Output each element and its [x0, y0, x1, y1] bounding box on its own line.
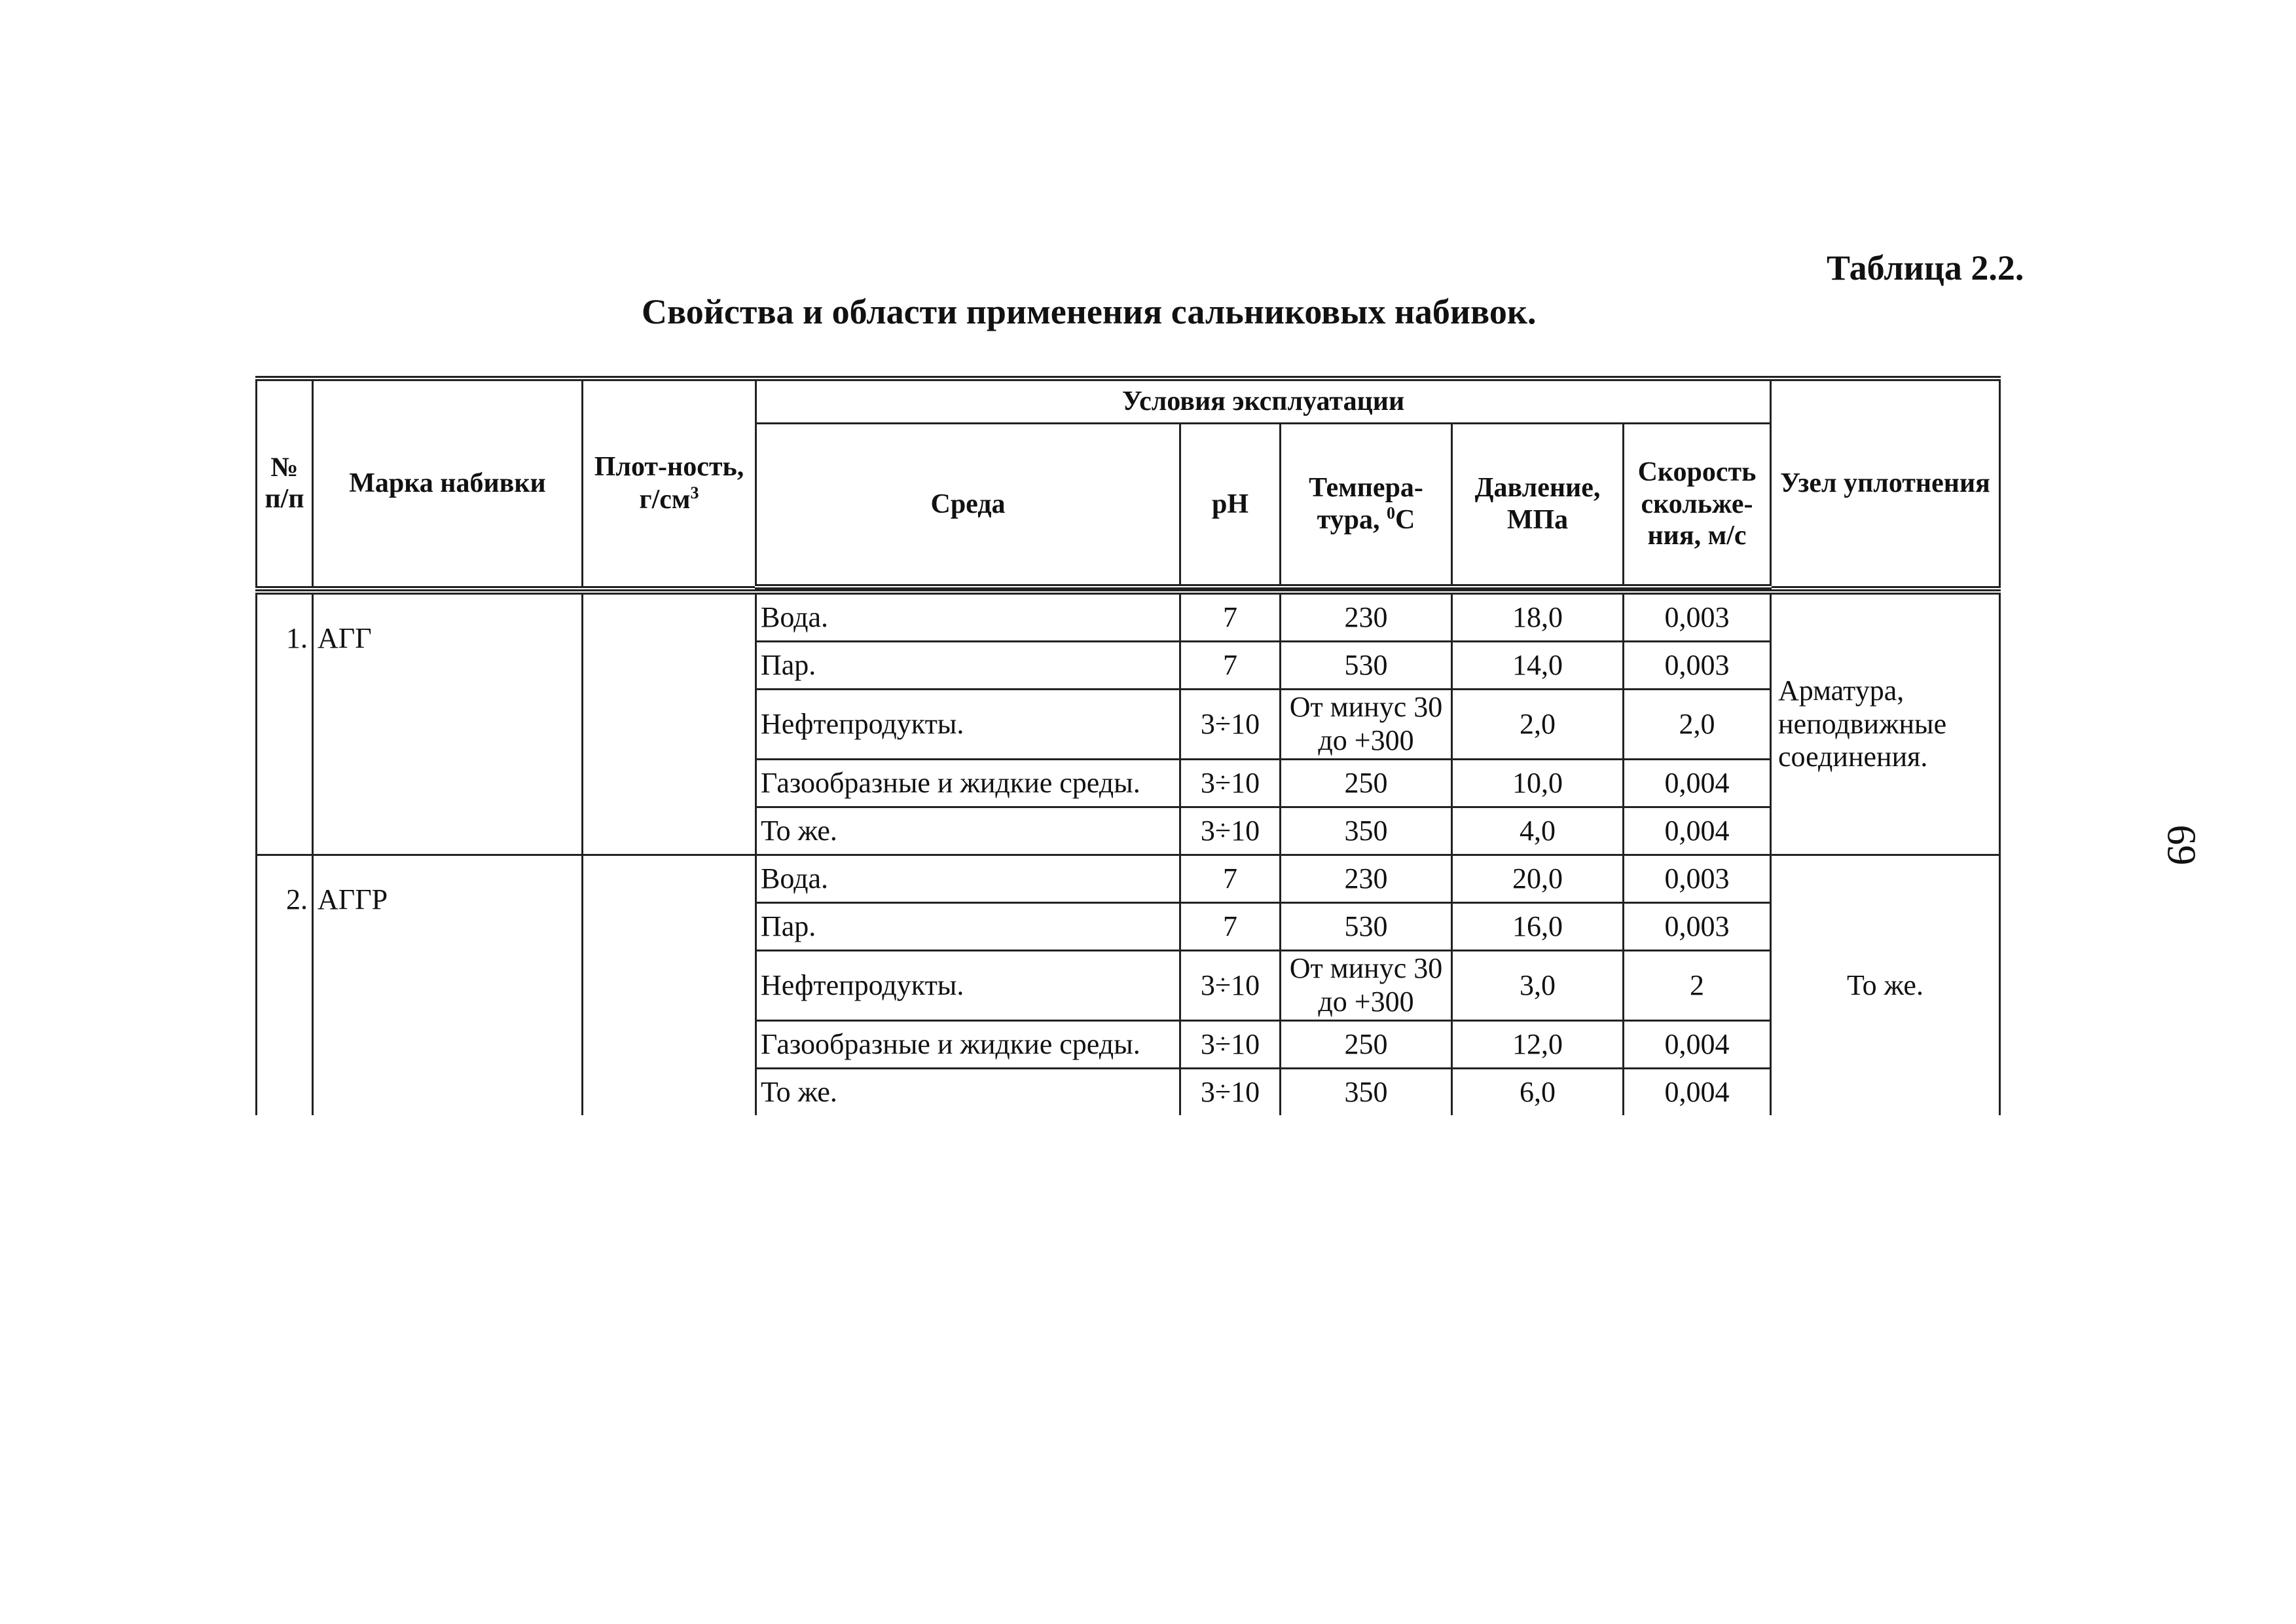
page-title: Свойства и области применения сальниковых набивок.	[642, 292, 1537, 331]
temperature-cell: 250	[1281, 1021, 1452, 1069]
table-row	[257, 855, 2000, 903]
header-unit: Узел уплотнения	[1771, 378, 2000, 587]
table-row	[257, 592, 2000, 642]
packing-mark: АГГ	[313, 592, 583, 855]
ph-cell: 3÷10	[1180, 807, 1281, 855]
ph-cell: 7	[1180, 642, 1281, 690]
temperature-cell: От минус 30 до +300	[1281, 690, 1452, 760]
speed-cell: 0,004	[1624, 807, 1771, 855]
density-value	[583, 855, 756, 1116]
ph-cell: 3÷10	[1180, 690, 1281, 760]
medium-cell: Газообразные и жидкие среды.	[756, 1021, 1180, 1069]
pressure-cell: 10,0	[1452, 760, 1624, 807]
header-medium: Среда	[756, 423, 1180, 587]
header-num: № п/п	[257, 378, 313, 587]
header-pressure: Давление, МПа	[1452, 423, 1624, 587]
medium-cell: Пар.	[756, 903, 1180, 951]
temperature-cell: От минус 30 до +300	[1281, 951, 1452, 1021]
seal-unit-cell: Арматура, неподвижные соединения.	[1771, 592, 2000, 855]
speed-cell: 0,004	[1624, 1021, 1771, 1069]
speed-cell: 2,0	[1624, 690, 1771, 760]
ph-cell: 7	[1180, 855, 1281, 903]
speed-cell: 0,003	[1624, 855, 1771, 903]
header-ph: pH	[1180, 423, 1281, 587]
header-mark: Марка набивки	[313, 378, 583, 587]
ph-cell: 3÷10	[1180, 760, 1281, 807]
header-conditions: Условия эксплуатации	[756, 378, 1771, 423]
temperature-cell: 250	[1281, 760, 1452, 807]
medium-cell: Нефтепродукты.	[756, 690, 1180, 760]
temperature-cell: 530	[1281, 642, 1452, 690]
speed-cell: 2	[1624, 951, 1771, 1021]
temperature-cell: 530	[1281, 903, 1452, 951]
properties-table	[255, 376, 2001, 1115]
page-number: 69	[2159, 824, 2204, 866]
header-temperature: Темпера-тура, $^0$С	[1281, 423, 1452, 587]
ph-cell: 3÷10	[1180, 951, 1281, 1021]
speed-cell: 0,004	[1624, 1069, 1771, 1116]
density-unit-superscript: 3	[690, 483, 699, 502]
speed-cell: 0,003	[1624, 903, 1771, 951]
seal-unit-cell: То же.	[1771, 855, 2000, 1116]
speed-cell: 0,003	[1624, 592, 1771, 642]
pressure-cell: 4,0	[1452, 807, 1624, 855]
ph-cell: 3÷10	[1180, 1021, 1281, 1069]
ph-cell: 7	[1180, 592, 1281, 642]
medium-cell: Вода.	[756, 855, 1180, 903]
pressure-cell: 2,0	[1452, 690, 1624, 760]
pressure-cell: 3,0	[1452, 951, 1624, 1021]
pressure-cell: 14,0	[1452, 642, 1624, 690]
medium-cell: Вода.	[756, 592, 1180, 642]
medium-cell: Газообразные и жидкие среды.	[756, 760, 1180, 807]
temperature-cell: 230	[1281, 592, 1452, 642]
header-density: Плот-ность, $г/см^3$	[583, 378, 756, 587]
temperature-superscript: 0	[1387, 504, 1396, 523]
speed-cell: 0,004	[1624, 760, 1771, 807]
speed-cell: 0,003	[1624, 642, 1771, 690]
header-speed: Скорость скольже-ния, м/с	[1624, 423, 1771, 587]
pressure-cell: 12,0	[1452, 1021, 1624, 1069]
ph-cell: 3÷10	[1180, 1069, 1281, 1116]
medium-cell: Пар.	[756, 642, 1180, 690]
medium-cell: Нефтепродукты.	[756, 951, 1180, 1021]
row-number: 1.	[257, 592, 313, 855]
pressure-cell: 20,0	[1452, 855, 1624, 903]
row-number: 2.	[257, 855, 313, 1116]
table-label: Таблица 2.2.	[1827, 248, 2024, 287]
pressure-cell: 6,0	[1452, 1069, 1624, 1116]
temperature-cell: 350	[1281, 807, 1452, 855]
temperature-cell: 350	[1281, 1069, 1452, 1116]
density-value	[583, 592, 756, 855]
pressure-cell: 16,0	[1452, 903, 1624, 951]
temperature-cell: 230	[1281, 855, 1452, 903]
medium-cell: То же.	[756, 807, 1180, 855]
pressure-cell: 18,0	[1452, 592, 1624, 642]
packing-mark: АГГР	[313, 855, 583, 1116]
medium-cell: То же.	[756, 1069, 1180, 1116]
ph-cell: 7	[1180, 903, 1281, 951]
